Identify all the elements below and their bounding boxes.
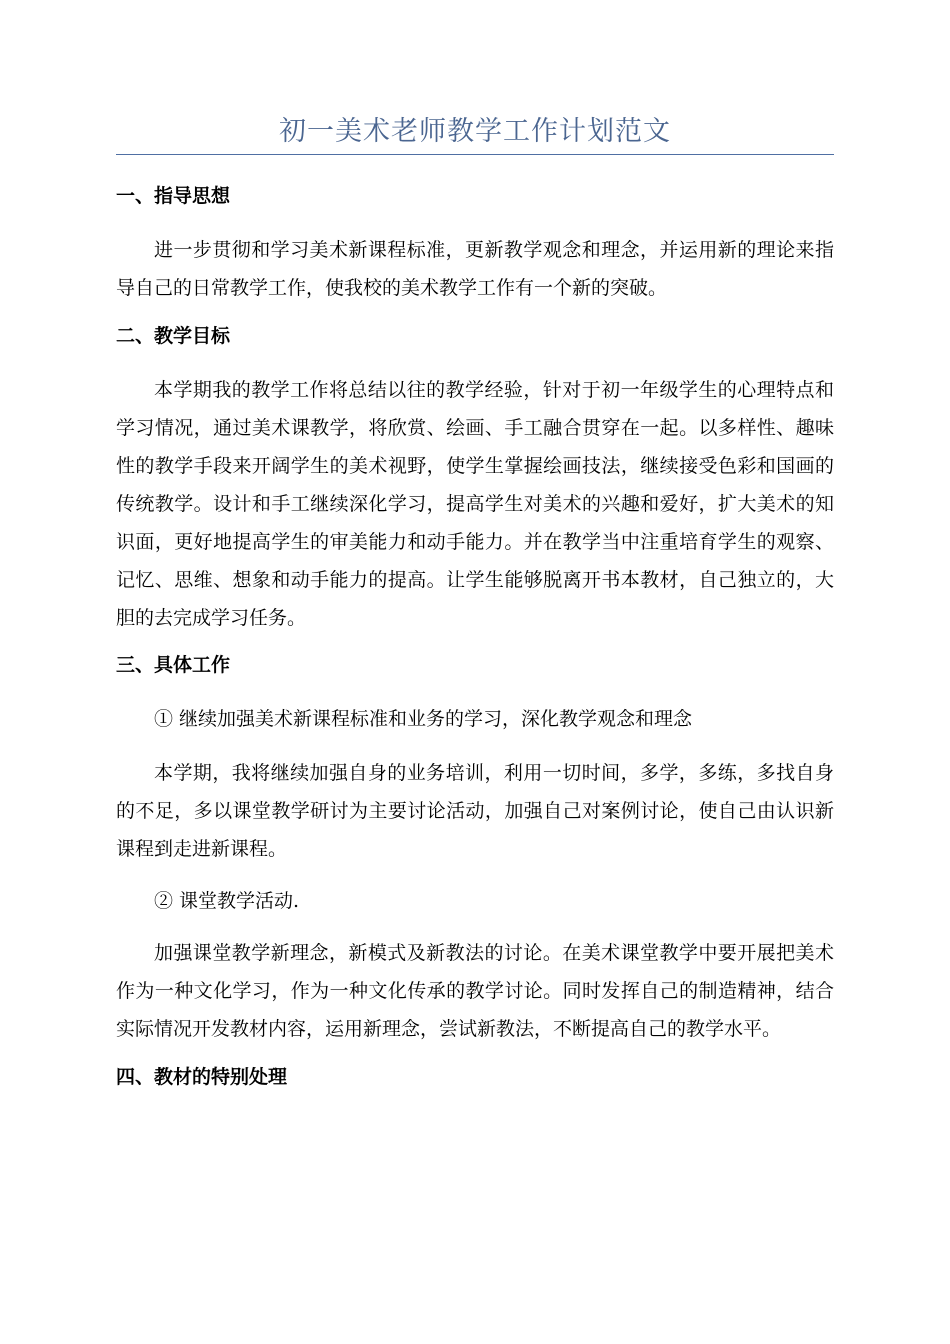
- title-underline: [116, 154, 834, 155]
- section-heading-guiding-ideology: 一、指导思想: [116, 185, 231, 207]
- section-heading-teaching-goals: 二、教学目标: [116, 325, 231, 347]
- document-page: [116, 110, 834, 1092]
- work-item-label: ② 课堂教学活动.: [154, 890, 300, 912]
- work-item-paragraph: 本学期，我将继续加强自身的业务培训，利用一切时间，多学，多练，多找自身的不足，多以课堂教学研讨为主要讨论活动，加强自己对案例讨论，使自己由认识新课程到走进新课程。: [116, 762, 834, 860]
- section-heading-specific-work: 三、具体工作: [116, 654, 231, 676]
- work-item-label: ① 继续加强美术新课程标准和业务的学习，深化教学观念和理念: [154, 708, 693, 730]
- section-heading-textbook-handling: 四、教材的特别处理: [116, 1066, 288, 1088]
- work-item-paragraph: 加强课堂教学新理念，新模式及新教法的讨论。在美术课堂教学中要开展把美术作为一种文化学习，作为一种文化传承的教学讨论。同时发挥自己的制造精神，结合实际情况开发教材内容，运用新理念，尝试新教法，不断提高自己的教学水平。: [116, 942, 834, 1040]
- section-paragraph: 进一步贯彻和学习美术新课程标准，更新教学观念和理念，并运用新的理论来指导自己的日常教学工作，使我校的美术教学工作有一个新的突破。: [116, 239, 834, 299]
- document-title: 初一美术老师教学工作计划范文: [279, 116, 671, 147]
- section-paragraph: 本学期我的教学工作将总结以往的教学经验，针对于初一年级学生的心理特点和学习情况，通过美术课教学，将欣赏、绘画、手工融合贯穿在一起。以多样性、趣味性的教学手段来开阔学生的美术视野，使学生掌握绘画技法，继续接受色彩和国画的传统教学。设计和手工继续深化学习，提高学生对美术的兴趣和爱好，扩大美术的知识面，更好地提高学生的审美能力和动手能力。并在教学当中注重培育学生的观察、记忆、思维、想象和动手能力的提高。让学生能够脱离开书本教材，自己独立的，大胆的去完成学习任务。: [116, 379, 834, 629]
